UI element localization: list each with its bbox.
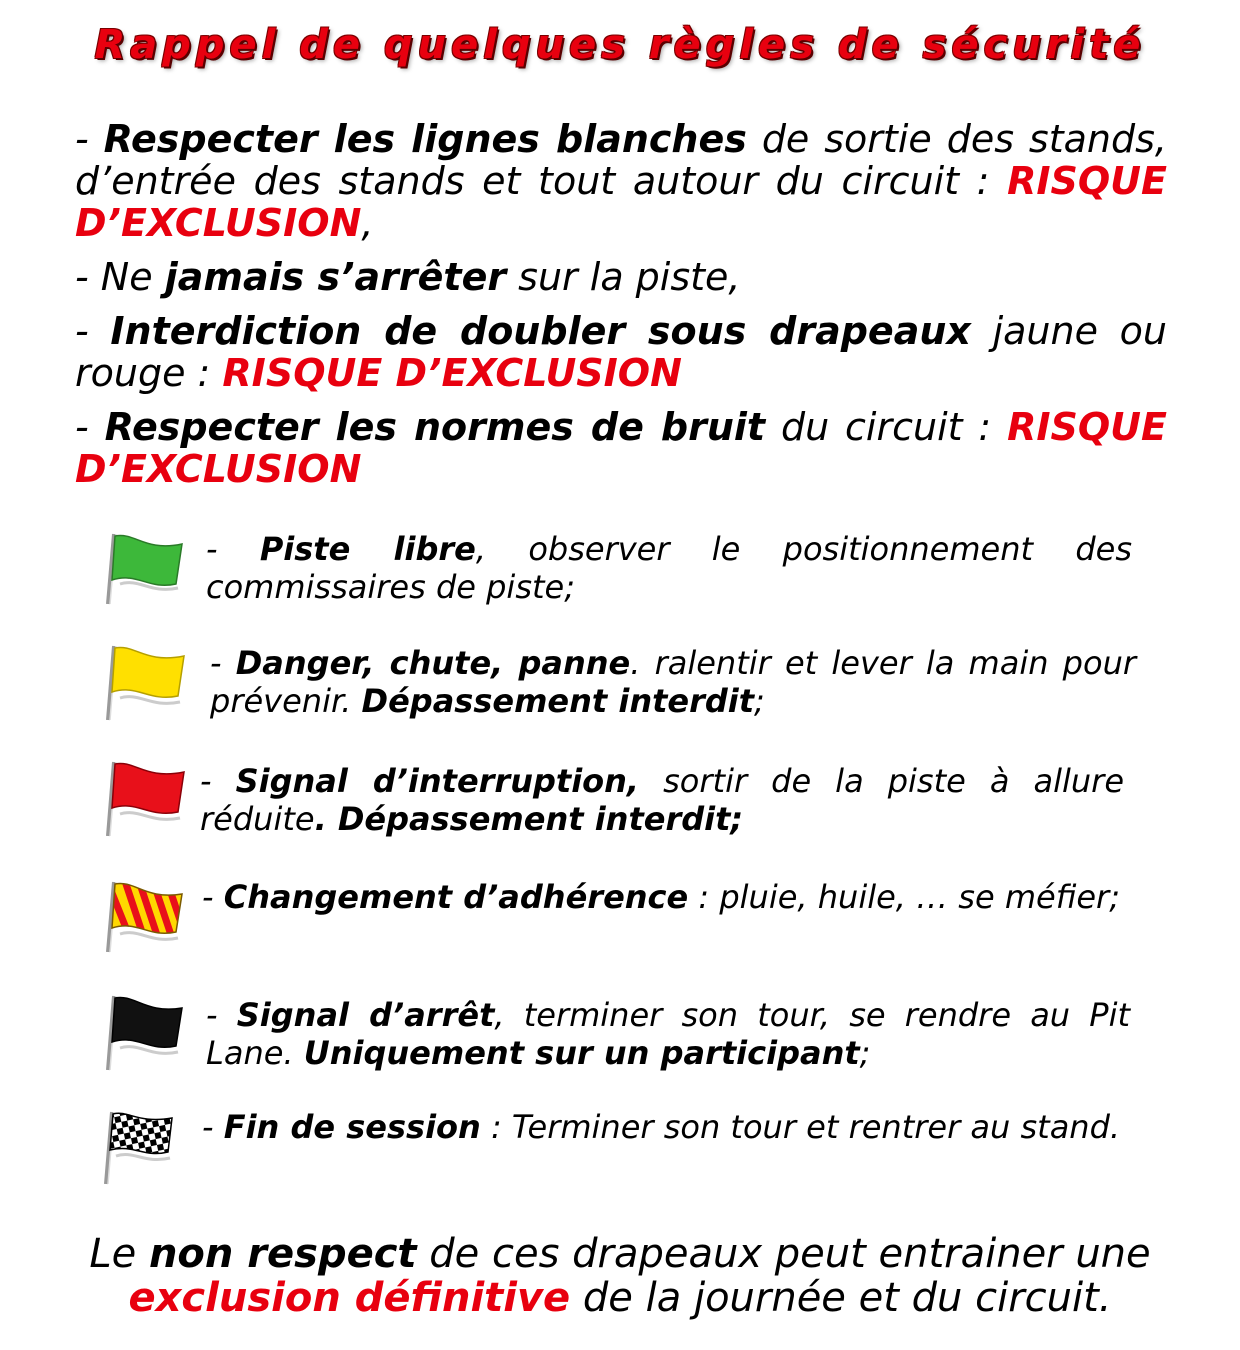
risk-label: RISQUE D’EXCLUSION [75, 405, 1167, 491]
rule-white-lines: - Respecter les lignes blanches de sortie des stands, d’entrée des stands et tout autour du circuit : RISQUE D’EXCLUSION, [75, 117, 1167, 245]
red-flag-icon [100, 758, 190, 838]
flag-text-green: - Piste libre, observer le positionnement des commissaires de piste; [206, 530, 1133, 606]
rule-never-stop: - Ne jamais s’arrêter sur la piste, [75, 255, 741, 299]
flag-text-checkered: - Fin de session : Terminer son tour et rentrer au stand. [202, 1108, 1121, 1146]
rule-bold: jamais s’arrêter [164, 255, 507, 299]
flag-text-black: - Signal d’arrêt, terminer son tour, se rendre au Pit Lane. Uniquement sur un participant; [206, 996, 1131, 1072]
green-flag-icon [100, 530, 190, 610]
footer-warning: Le non respect de ces drapeaux peut entrainer une exclusion définitive de la journée et du circuit. [89, 1231, 1151, 1321]
yellow-red-striped-flag-icon [100, 878, 190, 958]
black-flag-icon [100, 992, 190, 1072]
risk-label: RISQUE D’EXCLUSION [222, 351, 682, 395]
page-title: Rappel de quelques règles de sécurité [94, 22, 1146, 68]
flag-text-yellow: - Danger, chute, panne. ralentir et lever la main pour prévenir. Dépassement interdit; [210, 644, 1137, 720]
rule-bold: Respecter les normes de bruit [104, 405, 766, 449]
rule-bold: Interdiction de doubler sous drapeaux [110, 309, 971, 353]
flag-text-red: - Signal d’interruption, sortir de la piste à allure réduite. Dépassement interdit; [200, 762, 1125, 838]
rule-noise: - Respecter les normes de bruit du circuit : RISQUE D’EXCLUSION [75, 405, 1167, 491]
rules-list [75, 118, 1167, 502]
checkered-flag-icon [100, 1108, 190, 1188]
rule-bold: Respecter les lignes blanches [103, 117, 747, 161]
risk-label: RISQUE D’EXCLUSION [75, 159, 1167, 245]
flag-text-striped: - Changement d’adhérence : pluie, huile, … se méfier; [202, 878, 1120, 916]
rule-no-overtaking: - Interdiction de doubler sous drapeaux jaune ou rouge : RISQUE D’EXCLUSION [75, 309, 1167, 395]
yellow-flag-icon [100, 642, 190, 722]
